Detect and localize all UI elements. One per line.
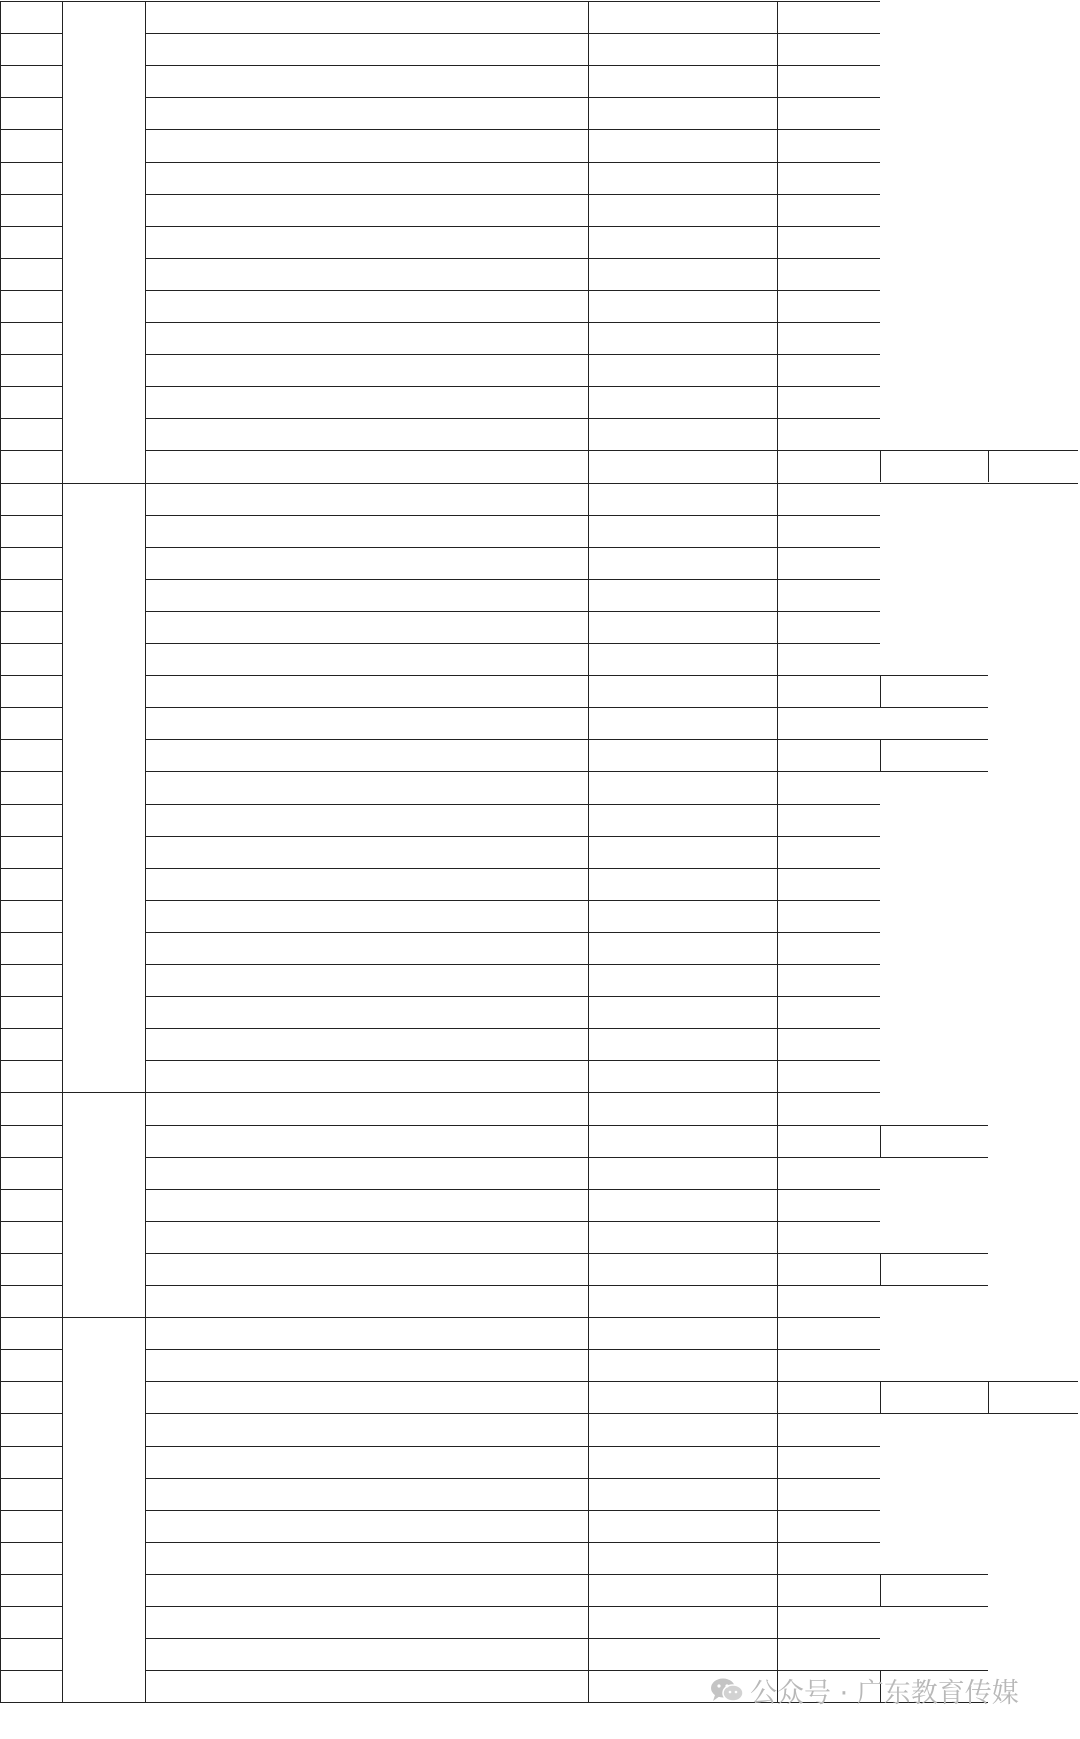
city-border [62, 1702, 145, 1703]
col-border [777, 1, 778, 1702]
sport-item [777, 1253, 880, 1285]
sport-item [880, 675, 988, 707]
col-border [145, 1, 146, 1702]
sport-item [777, 1157, 880, 1189]
school-level [588, 1413, 777, 1445]
school-level [588, 836, 777, 868]
school-name [145, 97, 588, 129]
school-level [588, 354, 777, 386]
sport-item [777, 483, 880, 515]
row-number [0, 1125, 62, 1157]
school-level [588, 1125, 777, 1157]
school-level [588, 675, 777, 707]
sport-item [777, 418, 880, 450]
school-name [145, 162, 588, 194]
school-level [588, 1574, 777, 1606]
school-name [145, 1157, 588, 1189]
school-level [588, 290, 777, 322]
wechat-icon [710, 1677, 744, 1703]
school-name [145, 1060, 588, 1092]
school-level [588, 1285, 777, 1317]
sport-item [777, 707, 880, 739]
school-name [145, 643, 588, 675]
school-name [145, 129, 588, 161]
school-name [145, 675, 588, 707]
city-name [62, 1092, 145, 1317]
city-name [62, 483, 145, 1093]
row-number [0, 675, 62, 707]
school-name [145, 611, 588, 643]
school-name [145, 1349, 588, 1381]
row-number [0, 707, 62, 739]
school-name [145, 1670, 588, 1702]
row-number [0, 1446, 62, 1478]
sport-item [777, 579, 880, 611]
row-number [0, 964, 62, 996]
sport-item [777, 611, 880, 643]
school-name [145, 1381, 588, 1413]
school-level [588, 515, 777, 547]
school-level [588, 1510, 777, 1542]
school-name [145, 1542, 588, 1574]
sport-item [777, 1028, 880, 1060]
school-name [145, 707, 588, 739]
sport-item [777, 386, 880, 418]
row-number [0, 643, 62, 675]
school-name [145, 1317, 588, 1349]
school-name [145, 1285, 588, 1317]
row-number [0, 1317, 62, 1349]
sport-item [988, 450, 1078, 482]
row-number [0, 162, 62, 194]
school-level [588, 129, 777, 161]
row-number [0, 900, 62, 932]
row-number [0, 804, 62, 836]
row-number [0, 579, 62, 611]
school-level [588, 1221, 777, 1253]
sport-item [777, 739, 880, 771]
school-name [145, 1125, 588, 1157]
school-level [588, 804, 777, 836]
school-name [145, 258, 588, 290]
row-number [0, 1157, 62, 1189]
city-name [62, 1, 145, 483]
row-number [0, 1542, 62, 1574]
row-number [0, 1092, 62, 1124]
school-name [145, 1478, 588, 1510]
school-level [588, 1189, 777, 1221]
sport-item [777, 804, 880, 836]
sport-item [777, 996, 880, 1028]
sport-item [777, 1542, 880, 1574]
row-number [0, 1574, 62, 1606]
sport-item [777, 162, 880, 194]
row-number [0, 868, 62, 900]
school-name [145, 65, 588, 97]
row-number [0, 611, 62, 643]
school-level [588, 418, 777, 450]
row-number [0, 1028, 62, 1060]
row-number [0, 1478, 62, 1510]
row-number [0, 1638, 62, 1670]
school-name [145, 1446, 588, 1478]
school-level [588, 611, 777, 643]
school-name [145, 1028, 588, 1060]
school-name [145, 579, 588, 611]
school-name [145, 418, 588, 450]
school-level [588, 194, 777, 226]
city-name [62, 1317, 145, 1702]
sport-item [880, 450, 988, 482]
watermark-text: 公众号 · 广东教育传媒 [750, 1677, 1019, 1709]
school-level [588, 1381, 777, 1413]
school-level [588, 1446, 777, 1478]
sport-item [880, 1574, 988, 1606]
school-name [145, 386, 588, 418]
row-number [0, 771, 62, 803]
school-level [588, 1028, 777, 1060]
watermark [710, 1672, 1019, 1708]
school-name [145, 226, 588, 258]
sport-item [880, 1253, 988, 1285]
sport-item [777, 1060, 880, 1092]
sport-item [777, 65, 880, 97]
row-number [0, 97, 62, 129]
sport-item [777, 1638, 880, 1670]
school-name [145, 515, 588, 547]
sport-item [777, 515, 880, 547]
row-number [0, 1, 62, 33]
school-name [145, 354, 588, 386]
sport-item [777, 1349, 880, 1381]
sport-item [777, 1574, 880, 1606]
row-number [0, 1510, 62, 1542]
school-name [145, 804, 588, 836]
school-name [145, 771, 588, 803]
row-number [0, 418, 62, 450]
school-level [588, 1060, 777, 1092]
school-level [588, 643, 777, 675]
sport-item [777, 450, 880, 482]
school-name [145, 739, 588, 771]
row-number [0, 354, 62, 386]
school-level [588, 868, 777, 900]
sport-item [777, 1317, 880, 1349]
school-name [145, 1221, 588, 1253]
sport-item [988, 1381, 1078, 1413]
sport-item [777, 643, 880, 675]
row-border [0, 1702, 62, 1703]
sport-item [777, 1125, 880, 1157]
row-number [0, 322, 62, 354]
school-name [145, 1189, 588, 1221]
school-level [588, 900, 777, 932]
row-number [0, 386, 62, 418]
school-name [145, 1638, 588, 1670]
row-number [0, 1349, 62, 1381]
school-name [145, 1413, 588, 1445]
row-number [0, 1413, 62, 1445]
school-level [588, 483, 777, 515]
school-name [145, 450, 588, 482]
row-number [0, 836, 62, 868]
sport-item [777, 964, 880, 996]
school-level [588, 1478, 777, 1510]
school-level [588, 65, 777, 97]
school-name [145, 290, 588, 322]
row-number [0, 739, 62, 771]
school-level [588, 1542, 777, 1574]
sport-item [777, 129, 880, 161]
sport-item [777, 900, 880, 932]
school-level [588, 547, 777, 579]
row-number [0, 1606, 62, 1638]
row-number [0, 226, 62, 258]
school-level [588, 1638, 777, 1670]
school-name [145, 868, 588, 900]
sport-item [880, 1381, 988, 1413]
school-level [588, 964, 777, 996]
sport-item [777, 1478, 880, 1510]
school-level [588, 996, 777, 1028]
school-name [145, 1574, 588, 1606]
sport-item [777, 322, 880, 354]
sport-item [777, 33, 880, 65]
school-level [588, 739, 777, 771]
school-level [588, 1317, 777, 1349]
sport-item [777, 1413, 880, 1445]
sport-item [777, 1221, 880, 1253]
sport-item [777, 258, 880, 290]
sport-item [777, 675, 880, 707]
row-number [0, 1253, 62, 1285]
sport-item [777, 771, 880, 803]
row-number [0, 1189, 62, 1221]
row-number [0, 483, 62, 515]
sport-item [777, 868, 880, 900]
row-number [0, 194, 62, 226]
row-number [0, 1285, 62, 1317]
school-name [145, 836, 588, 868]
row-number [0, 1381, 62, 1413]
row-number [0, 1670, 62, 1702]
school-name [145, 1, 588, 33]
school-name [145, 322, 588, 354]
row-number [0, 515, 62, 547]
school-level [588, 1349, 777, 1381]
row-number [0, 996, 62, 1028]
sport-item [777, 194, 880, 226]
school-level [588, 1, 777, 33]
school-name [145, 194, 588, 226]
sport-item [777, 1381, 880, 1413]
school-level [588, 386, 777, 418]
school-level [588, 1253, 777, 1285]
school-level [588, 33, 777, 65]
sport-item [777, 354, 880, 386]
col-border [0, 1, 1, 1702]
school-name [145, 900, 588, 932]
school-name [145, 996, 588, 1028]
row-number [0, 547, 62, 579]
school-level [588, 707, 777, 739]
school-level [588, 1606, 777, 1638]
school-level [588, 322, 777, 354]
row-number [0, 258, 62, 290]
row-number [0, 450, 62, 482]
school-name [145, 483, 588, 515]
school-name [145, 33, 588, 65]
school-name [145, 1253, 588, 1285]
school-name [145, 547, 588, 579]
row-number [0, 1060, 62, 1092]
sport-item [880, 1125, 988, 1157]
school-level [588, 932, 777, 964]
sport-item [777, 1189, 880, 1221]
sport-item [777, 226, 880, 258]
school-name [145, 1092, 588, 1124]
row-number [0, 1221, 62, 1253]
school-name [145, 964, 588, 996]
sport-item [777, 836, 880, 868]
row-number [0, 33, 62, 65]
sport-item [777, 932, 880, 964]
school-level [588, 226, 777, 258]
school-level [588, 771, 777, 803]
sport-item [777, 290, 880, 322]
school-name [145, 932, 588, 964]
school-name [145, 1510, 588, 1542]
sport-item [777, 1446, 880, 1478]
school-level [588, 579, 777, 611]
col-border [588, 1, 589, 1702]
school-level [588, 1092, 777, 1124]
school-level [588, 162, 777, 194]
school-level [588, 450, 777, 482]
row-number [0, 65, 62, 97]
row-number [0, 129, 62, 161]
sport-item [777, 1510, 880, 1542]
sport-item [777, 97, 880, 129]
school-level [588, 1157, 777, 1189]
sport-item [777, 547, 880, 579]
school-level [588, 258, 777, 290]
sport-item [880, 739, 988, 771]
row-number [0, 290, 62, 322]
sport-item [777, 1, 880, 33]
sport-item [777, 1285, 880, 1317]
school-level [588, 97, 777, 129]
row-number [0, 932, 62, 964]
sport-item [777, 1606, 880, 1638]
school-name [145, 1606, 588, 1638]
sport-item [777, 1092, 880, 1124]
